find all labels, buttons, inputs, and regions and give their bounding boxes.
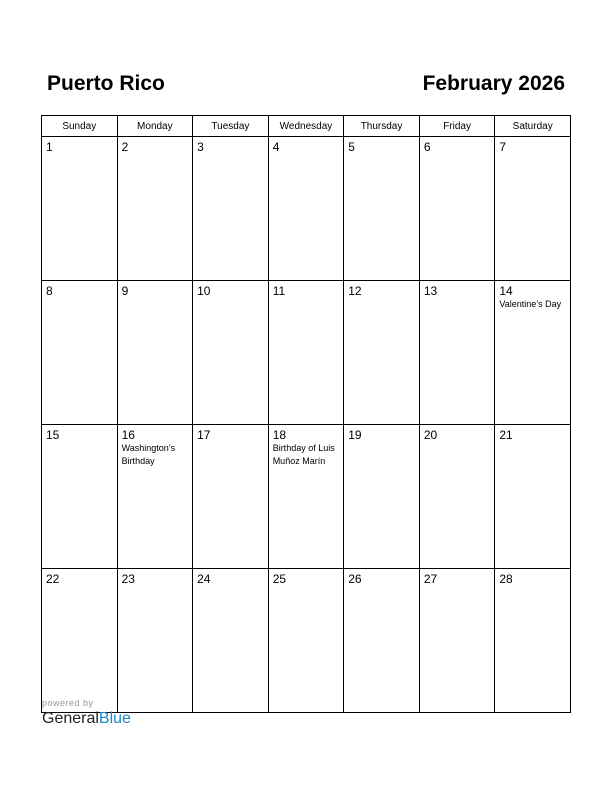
day-number: 1: [46, 140, 53, 154]
day-number: 25: [272, 572, 287, 586]
weekday-header: Sunday: [42, 116, 118, 137]
day-number: 23: [121, 572, 135, 586]
day-number: 18: [272, 428, 287, 442]
day-number: 24: [197, 572, 211, 586]
footer-logo: [42, 698, 131, 728]
day-number: 4: [272, 140, 280, 154]
day-number: 26: [348, 572, 362, 586]
day-number: 16: [121, 428, 135, 442]
day-number: 20: [423, 428, 438, 442]
day-number: 12: [348, 284, 362, 298]
week-row: [42, 137, 571, 281]
day-cell[interactable]: [419, 137, 495, 281]
brand-part-2: Blue: [98, 710, 131, 727]
day-number: 9: [121, 284, 129, 298]
day-cell[interactable]: [117, 425, 193, 569]
day-cell[interactable]: [42, 137, 118, 281]
day-number: 3: [197, 140, 204, 154]
holiday-label: Birthday of Luis Muñoz Marín: [272, 443, 335, 466]
day-cell[interactable]: [495, 569, 571, 713]
holiday-label: Washington’s Birthday: [121, 443, 176, 466]
day-cell[interactable]: [495, 137, 571, 281]
day-number: 28: [499, 572, 513, 586]
day-cell[interactable]: [193, 281, 269, 425]
week-row: [42, 425, 571, 569]
day-number: 15: [46, 428, 60, 442]
weekday-header: Saturday: [495, 116, 571, 137]
day-number: 17: [197, 428, 211, 442]
day-cell[interactable]: [42, 569, 118, 713]
day-cell[interactable]: [42, 425, 118, 569]
day-number: 8: [46, 284, 53, 298]
day-cell[interactable]: [117, 569, 193, 713]
day-number: 13: [423, 284, 438, 298]
day-cell[interactable]: [419, 425, 495, 569]
day-number: 7: [499, 140, 507, 154]
day-number: 10: [197, 284, 211, 298]
day-cell[interactable]: [268, 569, 344, 713]
day-cell[interactable]: [495, 425, 571, 569]
powered-by-text: powered by: [42, 698, 94, 708]
day-number: 6: [423, 140, 431, 154]
calendar-grid: [41, 115, 571, 713]
weekday-header: Wednesday: [268, 116, 344, 137]
month-year-title: February 2026: [422, 72, 565, 95]
weekday-header: Tuesday: [193, 116, 269, 137]
day-number: 21: [499, 428, 513, 442]
day-number: 14: [499, 284, 513, 298]
day-cell[interactable]: [193, 425, 269, 569]
weekday-header: Monday: [117, 116, 193, 137]
day-cell[interactable]: [344, 425, 420, 569]
day-number: 19: [348, 428, 362, 442]
day-cell[interactable]: [117, 137, 193, 281]
day-cell[interactable]: [268, 137, 344, 281]
day-number: 22: [46, 572, 60, 586]
weekday-header: Friday: [419, 116, 495, 137]
day-cell[interactable]: [268, 281, 344, 425]
day-cell[interactable]: [193, 569, 269, 713]
day-cell[interactable]: [117, 281, 193, 425]
day-cell[interactable]: [495, 281, 571, 425]
day-number: 27: [423, 572, 438, 586]
day-cell[interactable]: [419, 569, 495, 713]
brand-part-1: General: [42, 710, 99, 727]
week-row: [42, 281, 571, 425]
day-number: 5: [348, 140, 355, 154]
generalblue-logo[interactable]: [42, 710, 131, 728]
holiday-label: Valentine’s Day: [499, 299, 562, 309]
weekday-header: Thursday: [344, 116, 420, 137]
day-cell[interactable]: [344, 281, 420, 425]
week-row: [42, 569, 571, 713]
day-cell[interactable]: [42, 281, 118, 425]
country-title: Puerto Rico: [47, 72, 165, 95]
day-cell[interactable]: [268, 425, 344, 569]
day-number: 2: [121, 140, 129, 154]
day-cell[interactable]: [193, 137, 269, 281]
day-cell[interactable]: [344, 569, 420, 713]
day-number: 11: [272, 284, 286, 298]
weekday-header-row: [42, 116, 571, 137]
day-cell[interactable]: [419, 281, 495, 425]
day-cell[interactable]: [344, 137, 420, 281]
